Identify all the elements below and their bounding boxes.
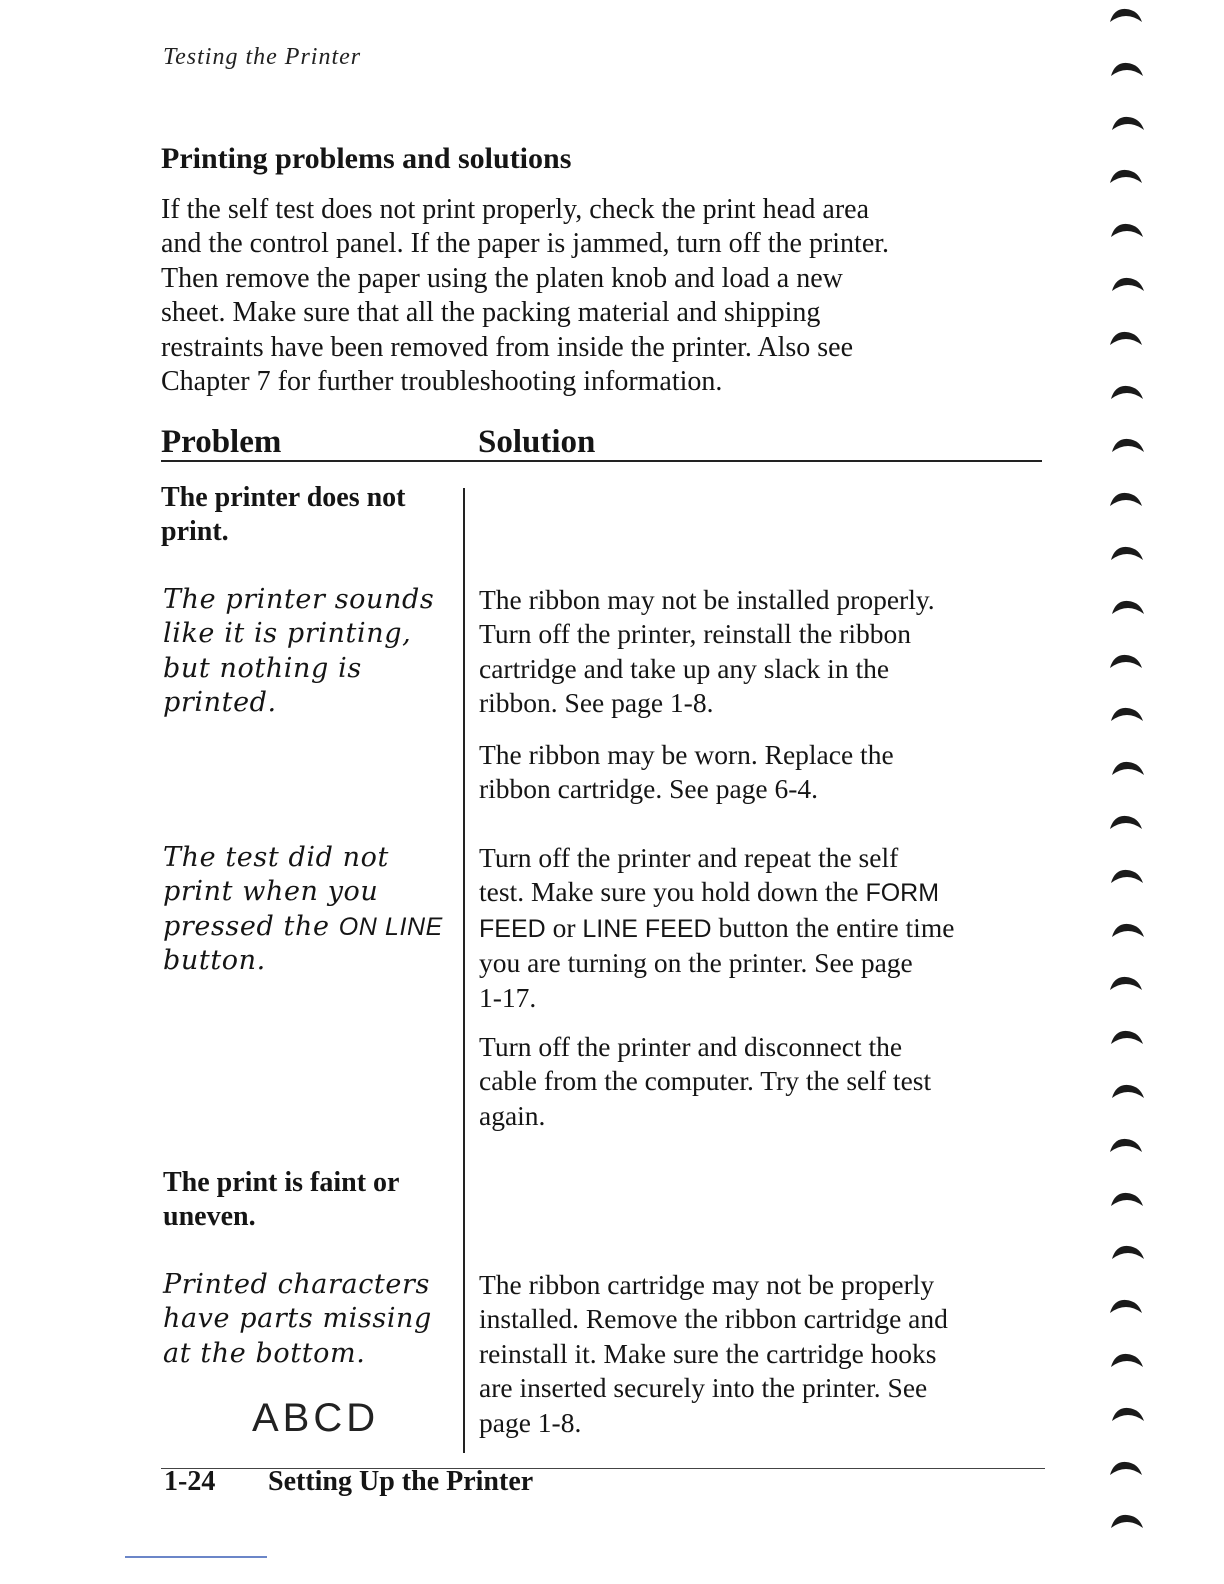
- solution-line: ribbon. See page 1-8.: [479, 687, 714, 719]
- section-title: Printing problems and solutions: [161, 142, 572, 175]
- key-label: LINE FEED: [582, 914, 712, 943]
- symptom-line: printed.: [163, 687, 277, 719]
- solution-line: cartridge and take up any slack in the: [479, 652, 890, 684]
- solution-line: or: [545, 911, 583, 943]
- binding-hole-icon: [1106, 972, 1146, 992]
- solution-line: cable from the computer. Try the self test: [479, 1065, 932, 1097]
- binding-hole-icon: [1107, 542, 1147, 562]
- binding-hole-icon: [1107, 381, 1147, 401]
- binding-hole-icon: [1106, 488, 1146, 508]
- solution-text: [479, 1268, 1049, 1440]
- symptom-line: Printed characters: [163, 1269, 430, 1300]
- intro-line: Then remove the paper using the platen knob and load a new: [161, 262, 843, 294]
- binding-hole-icon: [1106, 1295, 1146, 1315]
- binding-hole-icon: [1107, 1349, 1147, 1369]
- solution-line: again.: [479, 1099, 546, 1131]
- binding-hole-icon: [1106, 165, 1146, 185]
- binding-hole-icon: [1108, 1241, 1148, 1261]
- solution-text: [479, 738, 1049, 807]
- binding-hole-icon: [1108, 1403, 1148, 1423]
- binding-hole-icon: [1107, 1188, 1147, 1208]
- solution-line: Turn off the printer and repeat the self: [479, 842, 899, 873]
- spiral-binding: [1098, 0, 1158, 1584]
- binding-hole-icon: [1108, 596, 1148, 616]
- binding-hole-icon: [1107, 865, 1147, 885]
- binding-hole-icon: [1106, 4, 1146, 24]
- binding-hole-icon: [1106, 811, 1146, 831]
- problem-title-line: print.: [161, 516, 229, 548]
- intro-line: Chapter 7 for further troubleshooting information.: [161, 366, 723, 398]
- symptom-line: at the bottom.: [163, 1337, 366, 1369]
- binding-hole-icon: [1106, 327, 1146, 347]
- binding-hole-icon: [1108, 112, 1148, 132]
- header-rule: [161, 460, 1042, 462]
- key-label: ON LINE: [338, 912, 443, 941]
- problem-title-line: The printer does not: [161, 482, 406, 513]
- solution-line: 1-17.: [479, 981, 537, 1013]
- binding-hole-icon: [1107, 219, 1147, 239]
- symptom-line: The printer sounds: [163, 584, 435, 615]
- key-label: FORM: [865, 879, 940, 908]
- solution-line: installed. Remove the ribbon cartridge and: [479, 1303, 948, 1335]
- binding-hole-icon: [1107, 703, 1147, 723]
- binding-hole-icon: [1106, 1134, 1146, 1154]
- intro-line: sheet. Make sure that all the packing material and shipping: [161, 297, 821, 329]
- symptom-line: The test did not: [163, 842, 389, 873]
- solution-line: ribbon cartridge. See page 6-4.: [479, 773, 819, 805]
- symptom-text: [163, 1268, 432, 1371]
- intro-line: If the self test does not print properly, check the print head area: [161, 194, 870, 225]
- solution-text: [479, 583, 1049, 721]
- problem-title: [161, 481, 406, 550]
- binding-hole-icon: [1108, 434, 1148, 454]
- intro-paragraph: [161, 193, 1051, 399]
- solution-line: page 1-8.: [479, 1406, 582, 1438]
- running-head: Testing the Printer: [163, 44, 362, 70]
- key-label: FEED: [479, 914, 546, 943]
- problem-title-line: The print is faint or: [163, 1167, 400, 1198]
- symptom-line: pressed the: [163, 910, 339, 942]
- page-number: 1-24: [164, 1466, 216, 1497]
- symptom-line: have parts missing: [163, 1303, 432, 1335]
- solution-line: The ribbon may not be installed properly.: [479, 584, 935, 615]
- binding-hole-icon: [1107, 1510, 1147, 1530]
- binding-hole-icon: [1107, 1026, 1147, 1046]
- symptom-text: [163, 583, 434, 721]
- binding-hole-icon: [1106, 650, 1146, 670]
- solution-line: button the entire time: [711, 911, 955, 943]
- solution-line: test. Make sure you hold down the: [479, 876, 866, 908]
- solution-line: The ribbon cartridge may not be properly: [479, 1269, 935, 1300]
- solution-text: [479, 841, 1049, 1015]
- binding-hole-icon: [1108, 1080, 1148, 1100]
- problem-title: [163, 1166, 399, 1235]
- problem-column-header: Problem: [161, 424, 282, 460]
- symptom-line: button.: [163, 945, 266, 977]
- solution-line: Turn off the printer and disconnect the: [479, 1031, 903, 1062]
- binding-hole-icon: [1108, 919, 1148, 939]
- scan-edge-line: [125, 1556, 267, 1558]
- binding-hole-icon: [1106, 1457, 1146, 1477]
- binding-hole-icon: [1107, 58, 1147, 78]
- symptom-line: like it is printing,: [163, 618, 412, 650]
- binding-hole-icon: [1108, 757, 1148, 777]
- solution-text: [479, 1030, 1049, 1133]
- symptom-line: print when you: [163, 876, 379, 908]
- solution-line: reinstall it. Make sure the cartridge hooks: [479, 1337, 937, 1369]
- chapter-title: Setting Up the Printer: [268, 1466, 534, 1497]
- column-divider: [463, 488, 465, 1453]
- intro-line: restraints have been removed from inside the printer. Also see: [161, 331, 854, 363]
- sample-print-text: ABCD: [252, 1396, 380, 1440]
- solution-line: are inserted securely into the printer. See: [479, 1372, 928, 1404]
- symptom-line: but nothing is: [163, 652, 362, 684]
- solution-line: Turn off the printer, reinstall the ribbon: [479, 618, 911, 650]
- solution-line: you are turning on the printer. See page: [479, 947, 913, 979]
- problem-title-line: uneven.: [163, 1201, 256, 1233]
- solution-column-header: Solution: [478, 424, 596, 460]
- intro-line: and the control panel. If the paper is jammed, turn off the printer.: [161, 228, 890, 260]
- symptom-text: [163, 841, 443, 979]
- solution-line: The ribbon may be worn. Replace the: [479, 739, 894, 770]
- binding-hole-icon: [1108, 273, 1148, 293]
